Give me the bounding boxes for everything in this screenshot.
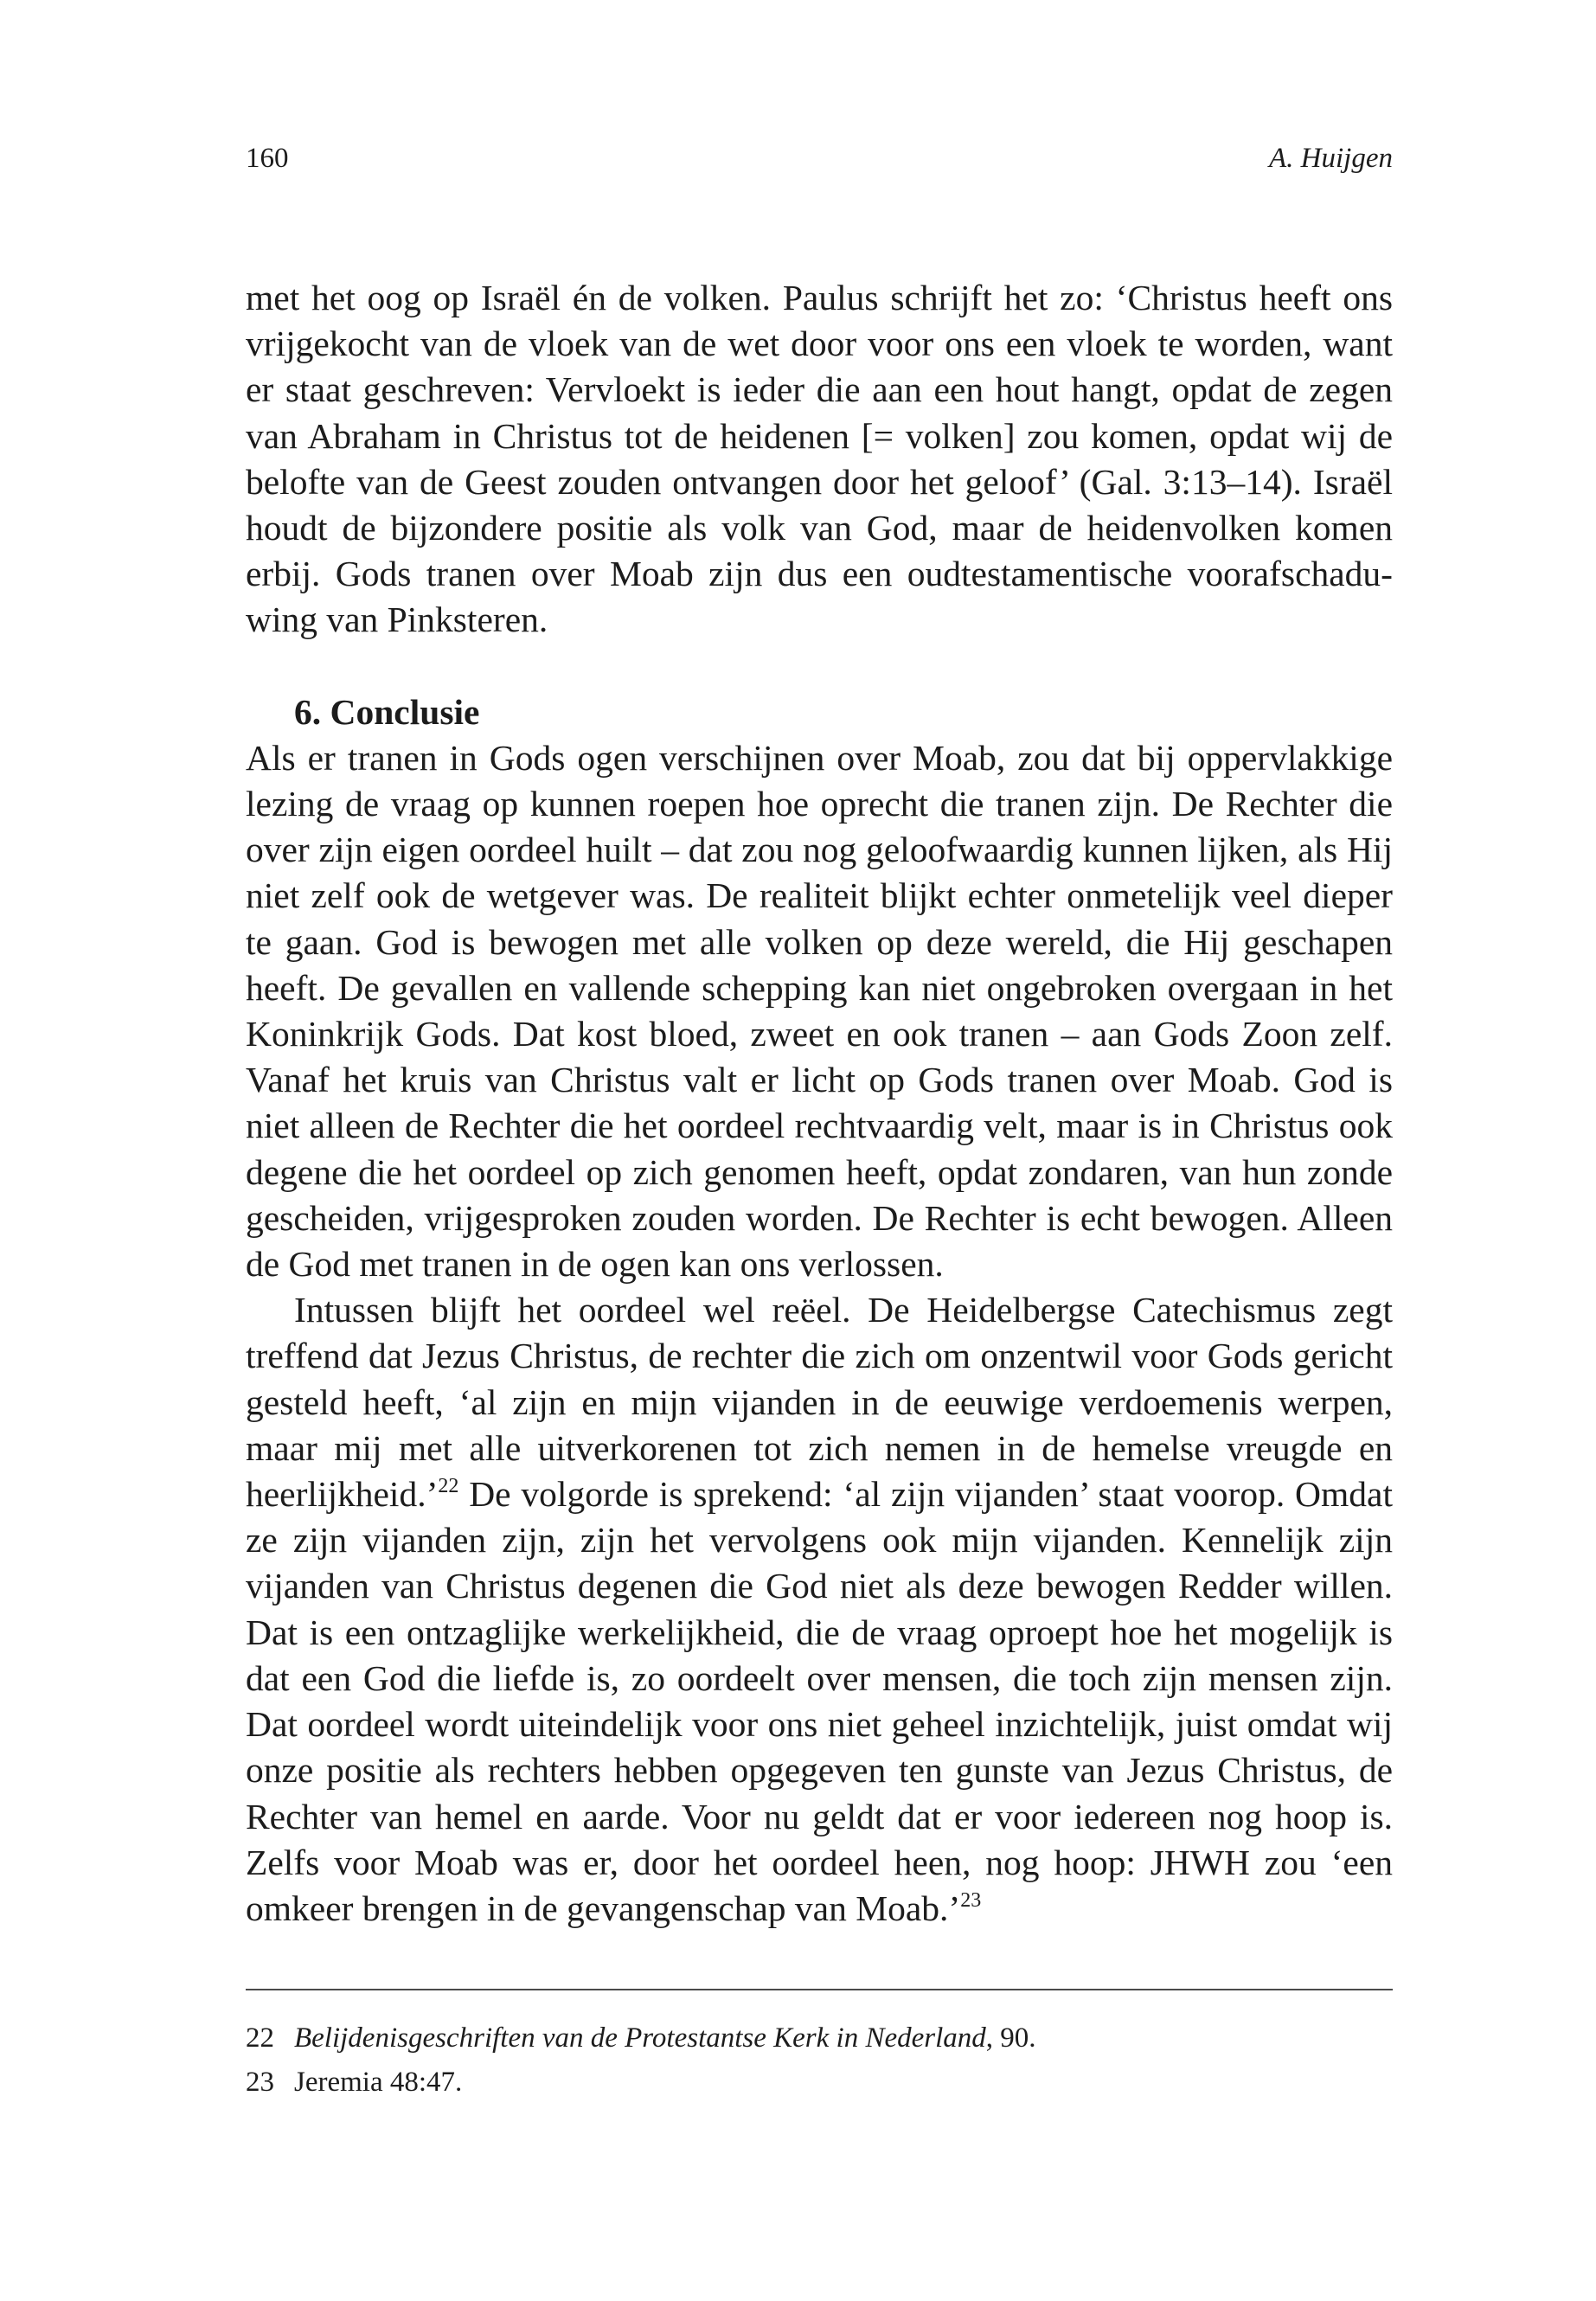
footnote-number: 22 — [246, 2022, 274, 2054]
footnote-title: Belijdenisgeschriften van de Protestantse Kerk in Nederland — [294, 2022, 986, 2054]
footnote-text: Jeremia 48:47. — [294, 2067, 463, 2098]
section-heading — [246, 689, 1393, 735]
intro-paragraph: met het oog op Israël én de volken. Paulus schrijft het zo: ‘Christus heeft ons vrijgekocht van de vloek van de wet door voor ons een vloek te worden, want er staat geschreven: Vervloekt is ieder die aan een hout hangt, opdat de zegen van Abraham in Christus tot de heidenen [= volken] zou komen, opdat wij de belofte van de Geest zouden ontvangen door het geloof’ (Gal. 3:13–14). Israël houdt de bijzondere positie als volk van God, maar de heidenvolken komen erbij. Gods tranen over Moab zijn dus een oudtestamentische voorafschaduwing van Pinksteren. — [246, 278, 1393, 640]
running-head-author: A. Huijgen — [1269, 143, 1393, 174]
conclusion-paragraph-1: Als er tranen in Gods ogen verschijnen over Moab, zou dat bij oppervlakkige lezing de vraag op kunnen roepen hoe oprecht die tranen zijn. De Rechter die over zijn eigen oordeel huilt – dat zou nog geloofwaardig kunnen lijken, als Hij niet zelf ook de wetgever was. De realiteit blijkt echter onmetelijk veel dieper te gaan. God is bewogen met alle volken op deze wereld, die Hij geschapen heeft. De gevallen en vallende schepping kan niet ongebroken overgaan in het Koninkrijk Gods. Dat kost bloed, zweet en ook tranen – aan Gods Zoon zelf. Vanaf het kruis van Christus valt er licht op Gods tranen over Moab. God is niet alleen de Rechter die het oordeel rechtvaardig velt, maar is in Christus ook degene die het oordeel op zich genomen heeft, opdat zondaren, van hun zonde gescheiden, vrijgesproken zouden worden. De Rechter is echt bewogen. Alleen de God met tranen in de ogen kan ons verlossen. — [246, 737, 1393, 1285]
footnote-number: 23 — [246, 2067, 274, 2098]
body-text — [246, 275, 1393, 1932]
conclusion-paragraph-2 — [246, 1287, 1393, 1932]
section-number: 6. — [294, 691, 322, 732]
paragraph-text-part-2: De volgorde is sprekend: ‘al zijn vijanden’ staat voorop. Omdat ze zijn vijanden zijn, zijn het vervolgens ook mijn vijanden. Kennelijk zijn vijanden van Christus degenen die God niet als deze bewogen Redder willen. Dat is een ontzaglijke werkelijkheid, die de vraag oproept hoe het mogelijk is dat een God die liefde is, zo oordeelt over mensen, die toch zijn mensen zijn. Dat oordeel wordt uiteindelijk voor ons niet geheel inzichtelijk, juist omdat wij onze positie als rechters hebben opgegeven ten gunste van Jezus Christus, de Rechter van hemel en aarde. Voor nu geldt dat er voor iedereen nog hoop is. Zelfs voor Moab was er, door het oordeel heen, nog hoop: JHWH zou ‘een omkeer brengen in de gevangenschap van Moab.’ — [246, 1474, 1393, 1928]
footnote-23 — [246, 2061, 1393, 2105]
running-head — [246, 137, 1393, 180]
section-title: Conclusie — [330, 691, 480, 732]
paragraph-text-part-1: Intussen blijft het oordeel wel reëel. De Heidelbergse Catechismus zegt treffend dat Jezus Christus, de rechter die zich om onzentwil voor Gods gericht gesteld heeft, ‘al zijn en mijn vijanden in de eeuwige verdoemenis werpen, maar mij met alle uitverkorenen tot zich nemen in de hemelse vreugde en heerlijkheid.’ — [246, 1290, 1393, 1515]
footnote-22 — [246, 2016, 1393, 2061]
page-number: 160 — [246, 143, 289, 174]
footnote-ref-23[interactable]: 23 — [960, 1888, 982, 1912]
footnote-ref-22[interactable]: 22 — [438, 1475, 459, 1498]
footnote-divider — [246, 1989, 1393, 1990]
footnotes — [246, 2016, 1393, 2105]
footnote-text: , 90. — [985, 2022, 1036, 2054]
book-page — [246, 0, 1393, 2301]
